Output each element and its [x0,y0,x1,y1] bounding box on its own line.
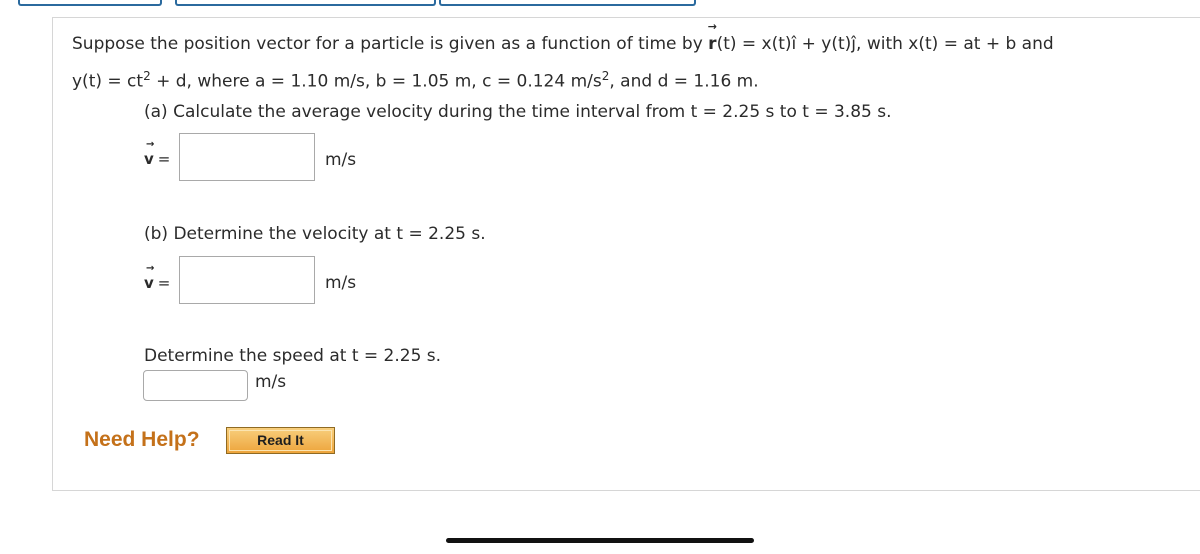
y-function: y(t) = ct [72,71,144,92]
part-a-velocity-label: → v = [144,139,171,168]
part-c-answer-input[interactable] [143,370,248,401]
part-a-answer-input[interactable] [179,133,315,181]
part-a-prompt: (a) Calculate the average velocity during the time interval from t = 2.25 s to t = 3.85 s. [144,102,892,122]
c-units-exponent: 2 [601,69,610,83]
position-definition: (t) = x(t)î + y(t)ĵ, with x(t) = at + b and [716,34,1054,54]
top-tab-2[interactable] [175,0,436,6]
vector-arrow-icon: → [146,139,155,150]
vector-arrow-icon: → [146,263,155,274]
home-indicator[interactable] [446,538,754,543]
vector-arrow-icon: → [707,20,717,33]
problem-line-2 [72,64,759,94]
part-b-answer-input[interactable] [179,256,315,304]
top-tab-1[interactable] [18,0,162,6]
need-help-label: Need Help? [84,428,200,451]
y-exponent: 2 [143,69,151,83]
top-tab-3[interactable] [439,0,696,6]
constants-end: , and d = 1.16 m. [609,71,759,92]
part-b-unit: m/s [325,273,357,293]
part-c-prompt: Determine the speed at t = 2.25 s. [144,346,442,366]
part-b-velocity-label: → v = [144,263,171,292]
part-c-unit: m/s [255,372,287,392]
problem-line-1 [72,20,1054,56]
part-a-unit: m/s [325,150,357,170]
position-vector: → r [707,20,717,54]
part-b-prompt: (b) Determine the velocity at t = 2.25 s. [144,224,486,244]
read-it-button[interactable]: Read It [226,427,335,454]
constants-text: + d, where a = 1.10 m/s, b = 1.05 m, c = 0.124 m/s [150,71,602,92]
problem-intro: Suppose the position vector for a particle is given as a function of time by [72,34,703,54]
